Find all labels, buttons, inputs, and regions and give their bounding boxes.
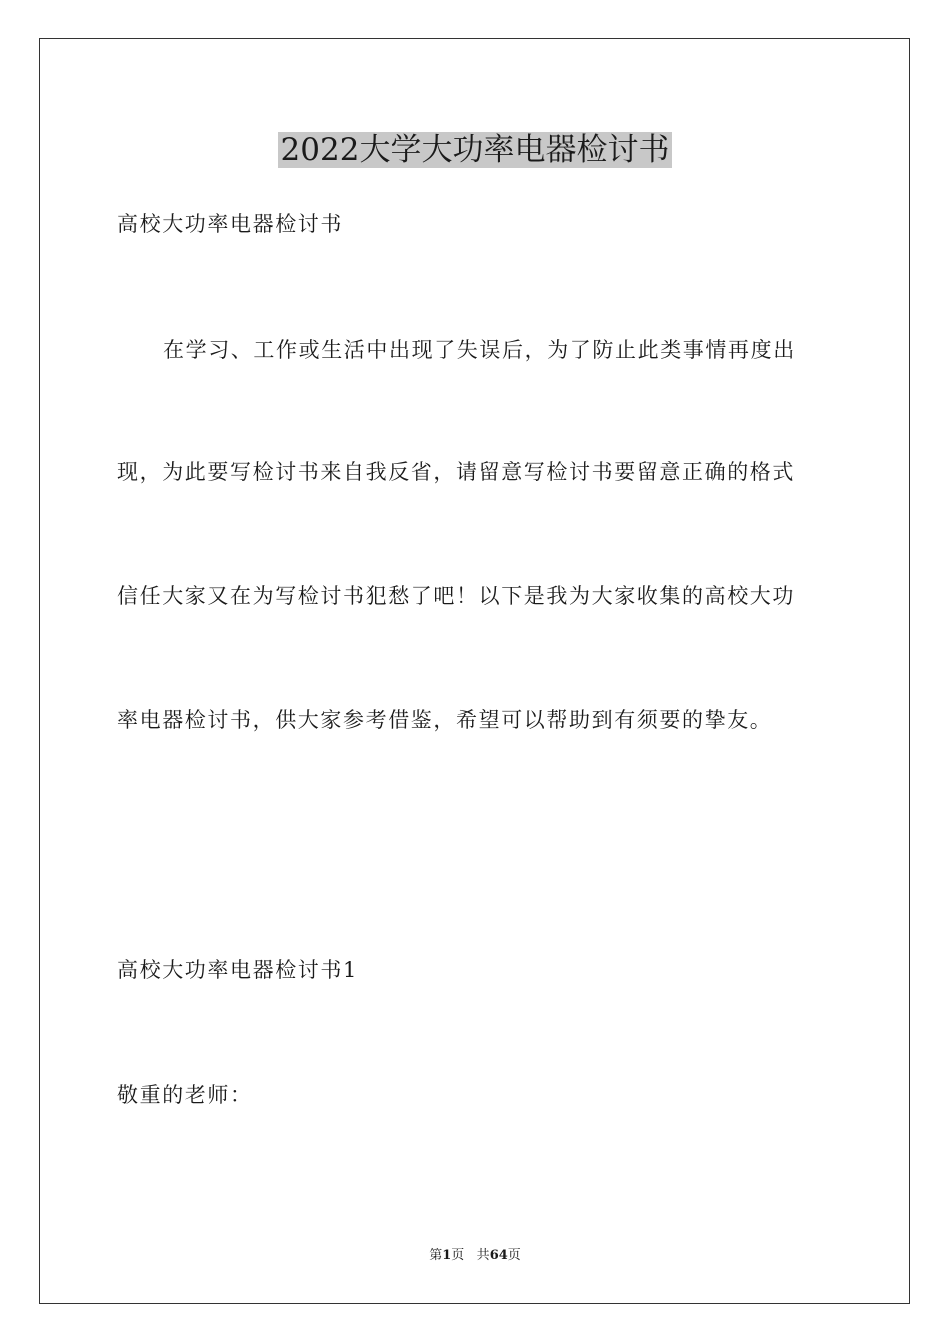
total-suffix: 页 [507,1248,521,1263]
intro-line-3: 信任大家又在为写检讨书犯愁了吧！以下是我为大家收集的高校大功 [117,584,795,608]
page-prefix: 第 [429,1248,443,1263]
intro-line-4: 率电器检讨书，供大家参考借鉴，希望可以帮助到有须要的挚友。 [117,708,773,732]
document-subtitle: 高校大功率电器检讨书 [117,212,343,236]
page-suffix: 页 [451,1248,465,1263]
total-pages: 64 [489,1248,508,1263]
section-heading: 高校大功率电器检讨书1 [117,958,358,982]
document-title-text: 2022大学大功率电器检讨书 [278,132,673,168]
total-prefix: 共 [476,1248,490,1263]
page-footer [0,1247,950,1265]
page-number: 1 [442,1248,452,1263]
document-title [0,128,950,172]
salutation: 敬重的老师： [117,1083,253,1107]
intro-line-1: 在学习、工作或生活中出现了失误后，为了防止此类事情再度出 [163,338,796,362]
intro-line-2: 现，为此要写检讨书来自我反省，请留意写检讨书要留意正确的格式 [117,460,795,484]
